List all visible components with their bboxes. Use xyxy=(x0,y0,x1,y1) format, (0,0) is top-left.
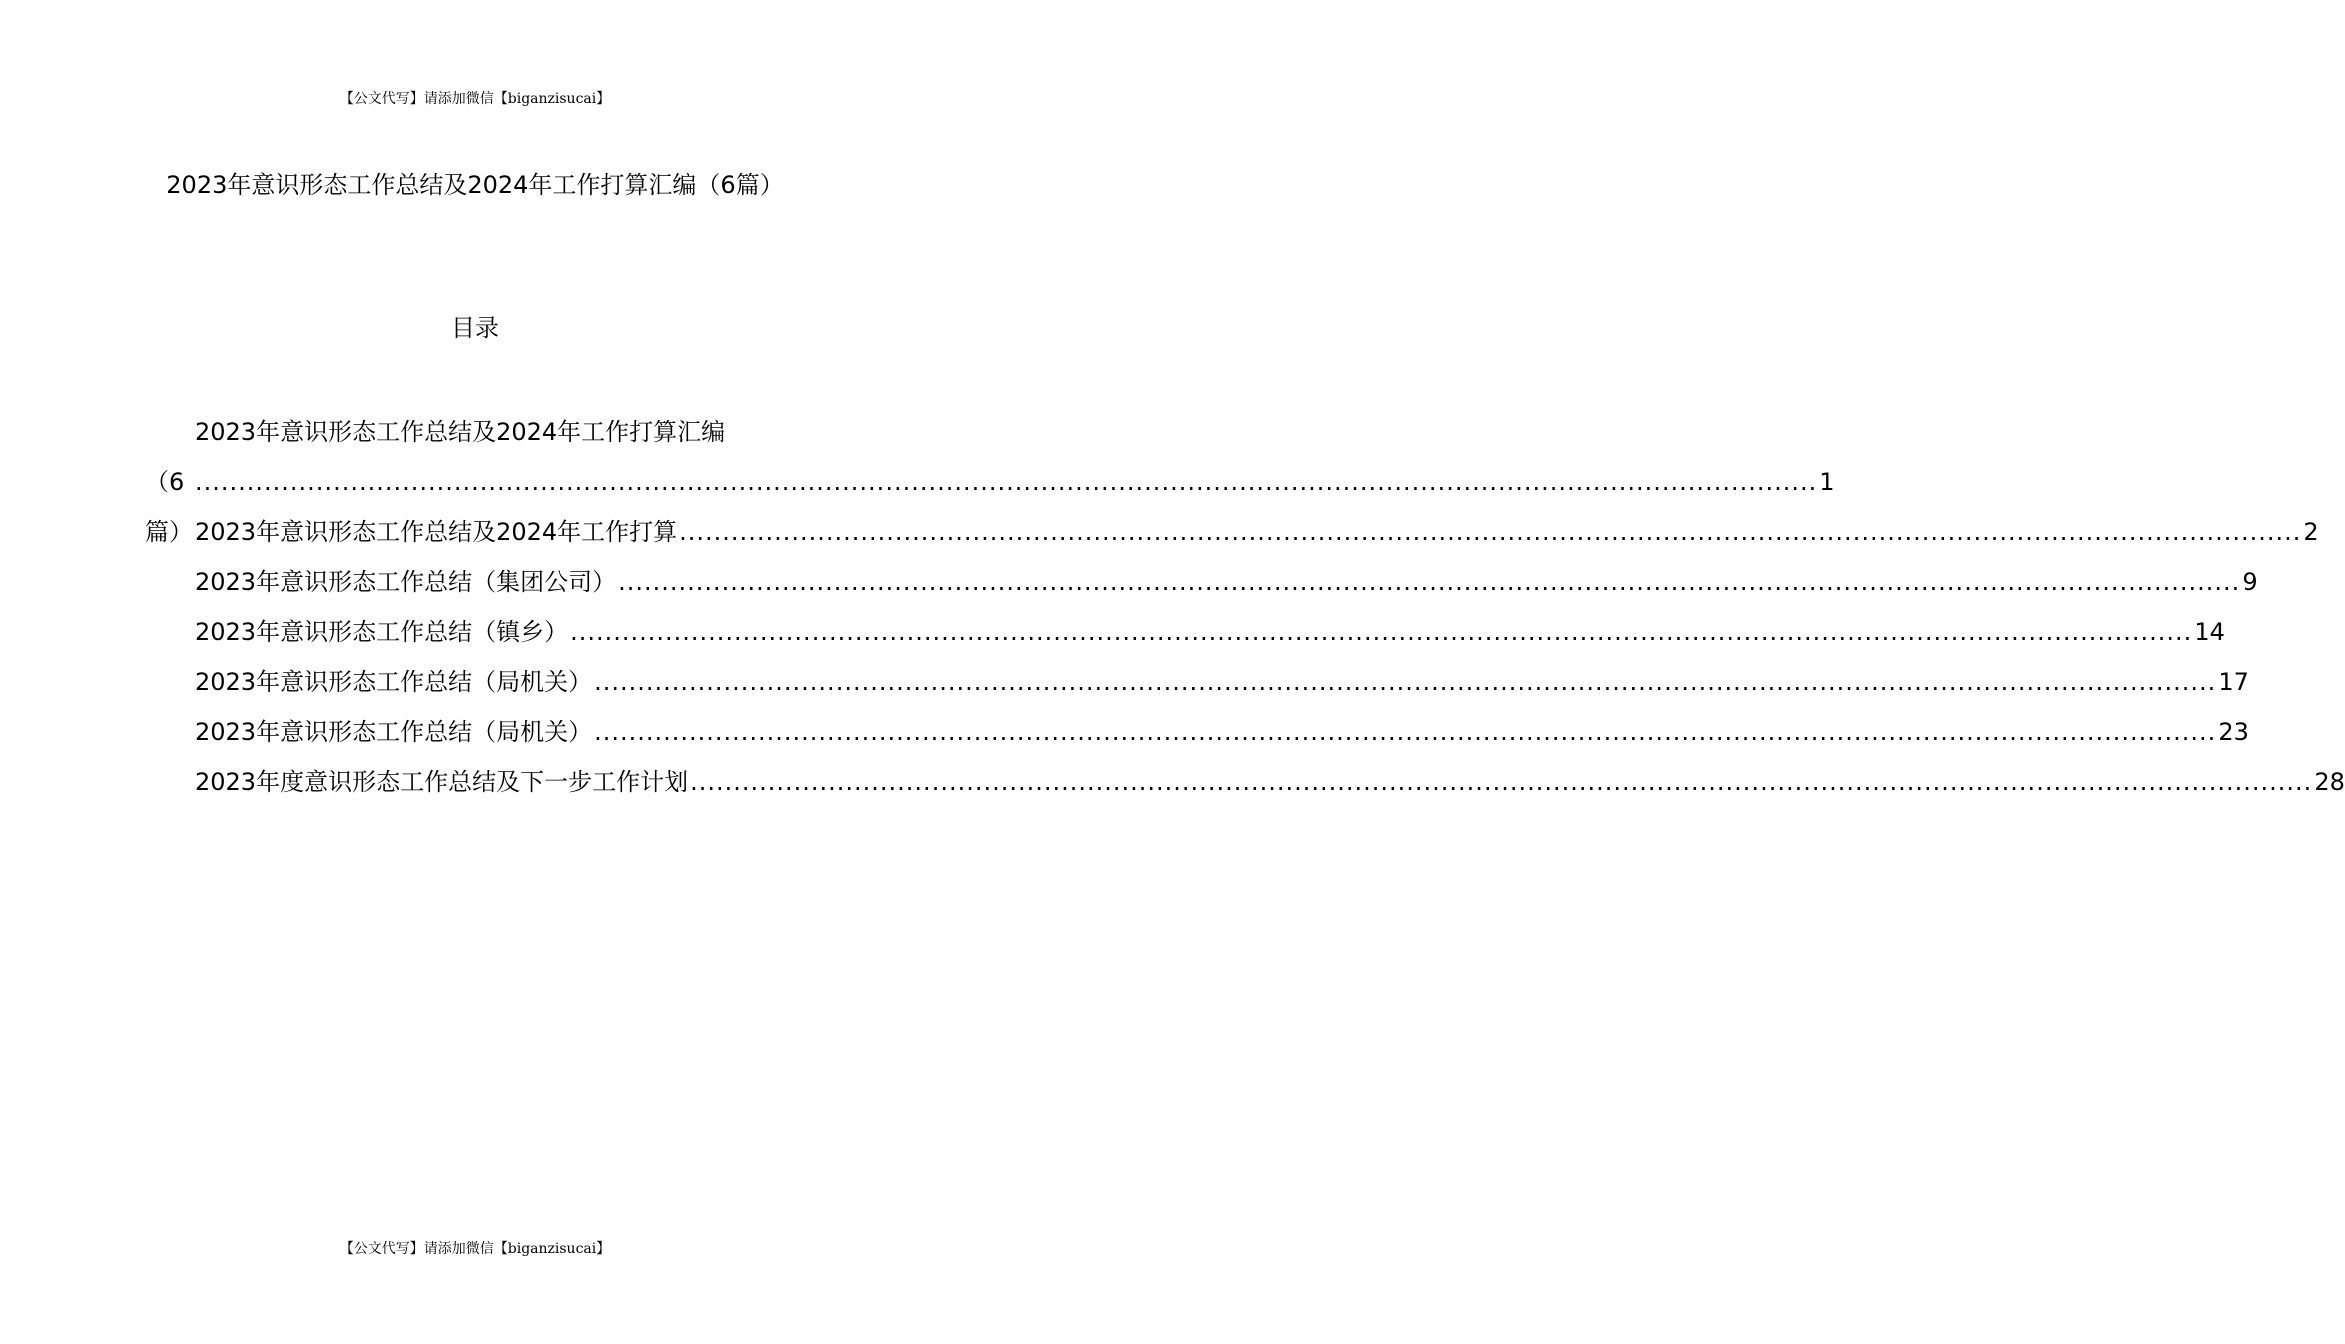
table-of-contents xyxy=(145,407,2345,807)
toc-entry-title: 2023年意识形态工作总结（局机关） xyxy=(195,668,593,696)
toc-entry[interactable] xyxy=(145,607,2225,657)
toc-entry-title: 2023年意识形态工作总结（镇乡） xyxy=(195,618,569,646)
toc-page-number: 23 xyxy=(2218,718,2249,746)
toc-entry[interactable] xyxy=(145,707,2249,757)
toc-page-number: 2 xyxy=(2303,518,2319,546)
footer-note: 【公文代写】请添加微信【biganzisucai】 xyxy=(339,1241,611,1257)
toc-entry[interactable] xyxy=(145,557,2258,607)
toc-leader-dots xyxy=(594,657,2216,707)
toc-leader-dots xyxy=(195,457,1817,507)
toc-heading: 目录 xyxy=(451,314,499,342)
toc-entry[interactable] xyxy=(145,507,2319,557)
toc-entry-title: 2023年意识形态工作总结（局机关） xyxy=(195,718,593,746)
toc-leader-dots xyxy=(594,707,2216,757)
toc-entry[interactable] xyxy=(145,757,2345,807)
toc-leader-dots xyxy=(690,757,2312,807)
toc-page-number: 1 xyxy=(1819,468,1835,496)
toc-entry-title-line1: 2023年意识形态工作总结及2024年工作打算汇编 xyxy=(195,418,726,446)
toc-leader-dots xyxy=(679,507,2301,557)
toc-leader-dots xyxy=(570,607,2192,657)
header-note: 【公文代写】请添加微信【biganzisucai】 xyxy=(339,91,611,107)
toc-entry[interactable] xyxy=(145,657,2249,707)
toc-entry-title: 2023年度意识形态工作总结及下一步工作计划 xyxy=(195,768,689,796)
toc-entry-title: 2023年意识形态工作总结（集团公司） xyxy=(195,568,617,596)
toc-entry-title-line2: （6篇） xyxy=(145,468,193,546)
toc-page-number: 17 xyxy=(2218,668,2249,696)
toc-page-number: 28 xyxy=(2314,768,2345,796)
toc-page-number: 9 xyxy=(2242,568,2258,596)
document-title: 2023年意识形态工作总结及2024年工作打算汇编（6篇） xyxy=(166,171,784,199)
toc-entry-title: 2023年意识形态工作总结及2024年工作打算 xyxy=(195,518,678,546)
toc-entry[interactable] xyxy=(145,407,1835,546)
toc-leader-dots xyxy=(618,557,2240,607)
toc-page-number: 14 xyxy=(2194,618,2225,646)
